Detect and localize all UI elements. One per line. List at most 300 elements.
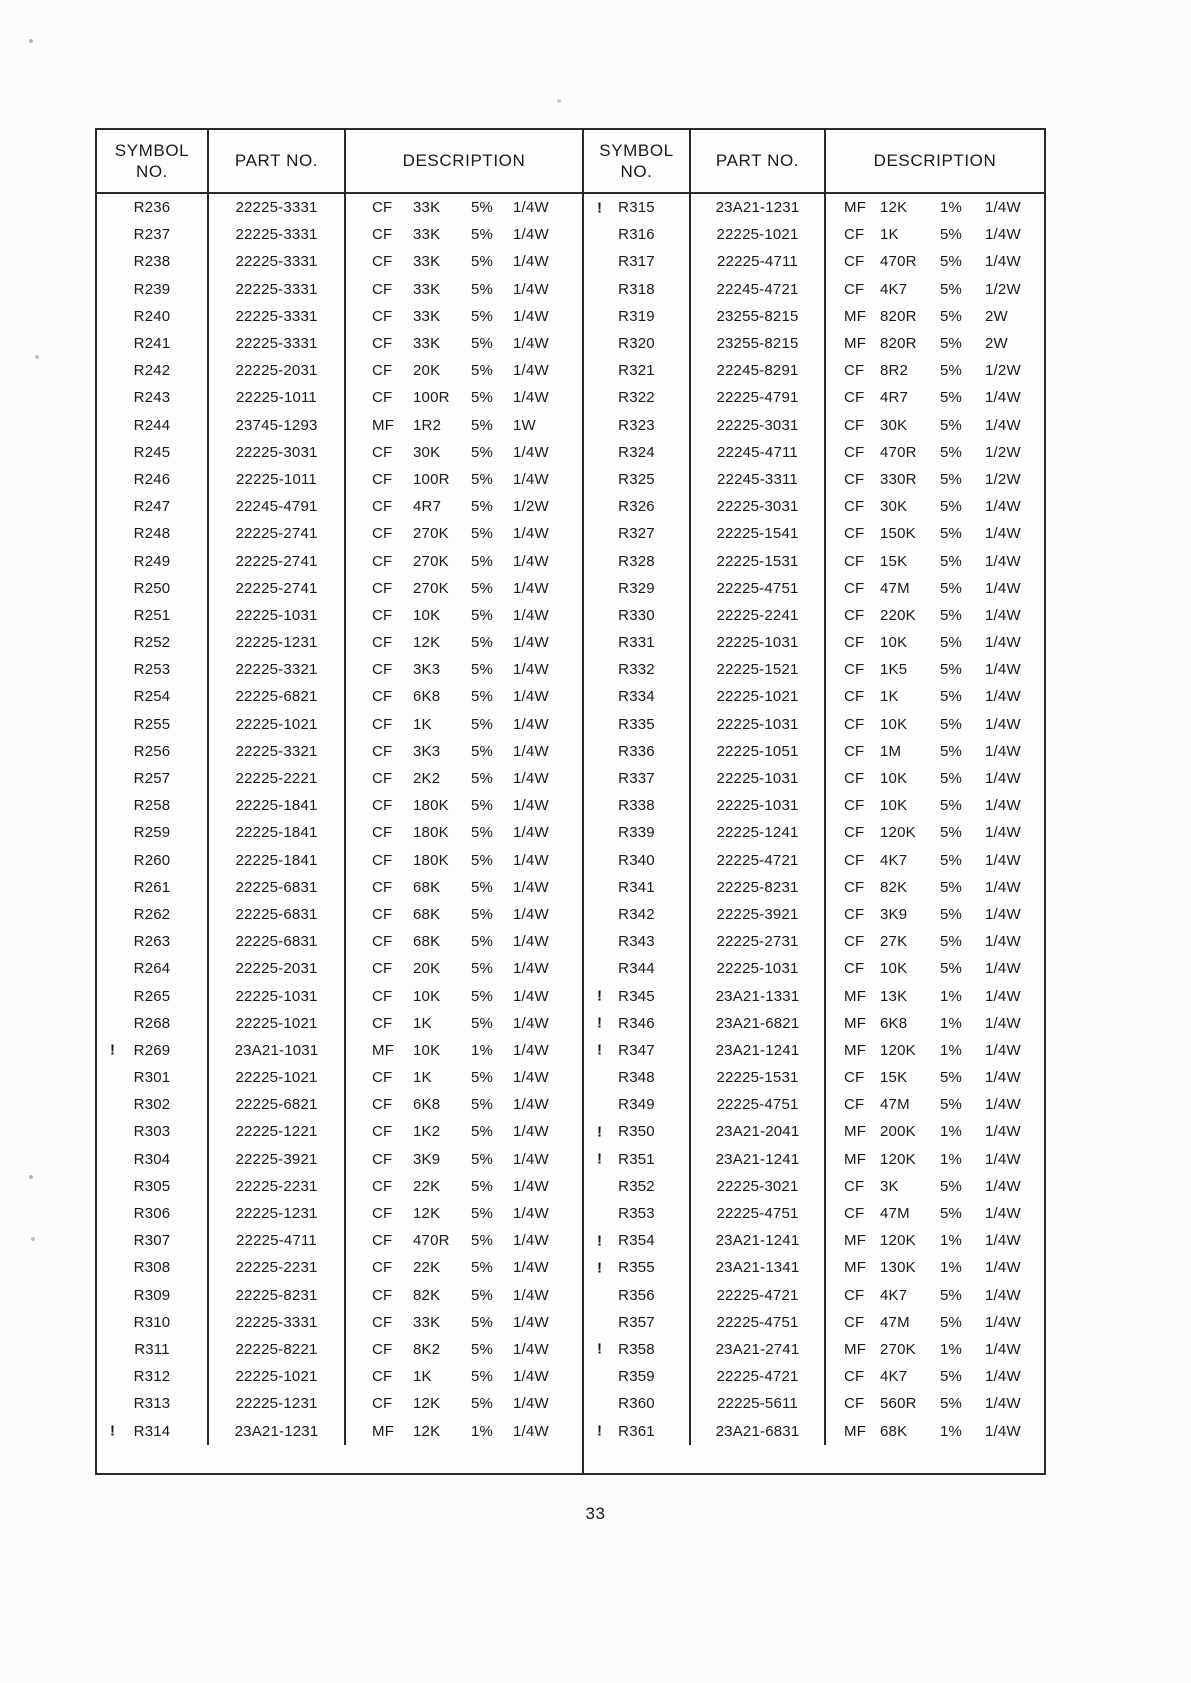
symbol-cell <box>584 1200 691 1227</box>
desc-value: 1K <box>880 688 899 706</box>
symbol-cell <box>97 1282 209 1309</box>
desc-wattage: 1/4W <box>513 1395 549 1413</box>
desc-tolerance: 5% <box>940 715 963 733</box>
desc-tolerance: 5% <box>471 1177 494 1195</box>
desc-type: CF <box>844 1096 865 1114</box>
desc-tolerance: 5% <box>940 552 963 570</box>
desc-type: CF <box>372 878 393 896</box>
part-no: 22225-1541 <box>691 520 826 547</box>
symbol-no: R313 <box>133 1395 171 1413</box>
desc-wattage: 1/4W <box>985 905 1021 923</box>
part-no: 22225-4711 <box>691 248 826 275</box>
desc-type: CF <box>372 579 393 597</box>
symbol-no: R265 <box>133 987 171 1005</box>
part-no: 22225-6821 <box>209 1091 346 1118</box>
symbol-no: R345 <box>618 987 655 1005</box>
desc-tolerance: 5% <box>471 905 494 923</box>
symbol-cell <box>97 765 209 792</box>
desc-wattage: 1/4W <box>513 1368 549 1386</box>
part-no: 22225-3031 <box>691 493 826 520</box>
symbol-no: R309 <box>133 1286 171 1304</box>
symbol-cell <box>97 955 209 982</box>
table-row <box>584 901 1044 928</box>
symbol-cell <box>584 1173 691 1200</box>
part-no: 22225-4751 <box>691 1309 826 1336</box>
table-row <box>584 493 1044 520</box>
desc-wattage: 1/4W <box>985 933 1021 951</box>
desc-value: 270K <box>413 552 449 570</box>
desc-tolerance: 5% <box>471 1313 494 1331</box>
symbol-cell <box>584 656 691 683</box>
desc-wattage: 1/4W <box>513 552 549 570</box>
desc-wattage: 1/4W <box>513 715 549 733</box>
part-no: 22225-1221 <box>209 1118 346 1145</box>
table-row <box>97 303 582 330</box>
part-no: 22225-4791 <box>691 384 826 411</box>
table-row <box>97 1390 582 1417</box>
part-no: 22225-4721 <box>691 1363 826 1390</box>
desc-wattage: 1/4W <box>513 307 549 325</box>
part-no: 22225-4751 <box>691 1091 826 1118</box>
table-row <box>584 629 1044 656</box>
symbol-no: R262 <box>133 905 171 923</box>
desc-tolerance: 5% <box>471 878 494 896</box>
symbol-no: R249 <box>133 552 171 570</box>
desc-value: 33K <box>413 226 441 244</box>
desc-type: MF <box>844 987 867 1005</box>
table-row <box>97 357 582 384</box>
table-row <box>97 928 582 955</box>
desc-wattage: 1/4W <box>985 1340 1021 1358</box>
flag-mark: ! <box>597 1150 603 1168</box>
part-no: 22225-1021 <box>691 683 826 710</box>
table-row <box>584 439 1044 466</box>
flag-mark: ! <box>597 1340 603 1358</box>
desc-wattage: 1/4W <box>513 1286 549 1304</box>
desc-wattage: 1/2W <box>985 443 1021 461</box>
symbol-no: R311 <box>134 1340 170 1358</box>
desc-wattage: 1/4W <box>513 525 549 543</box>
desc-type: CF <box>372 1150 393 1168</box>
symbol-cell <box>584 819 691 846</box>
symbol-no: R303 <box>133 1123 171 1141</box>
symbol-cell <box>97 656 209 683</box>
symbol-cell <box>584 1254 691 1281</box>
symbol-cell <box>584 357 691 384</box>
part-no: 23255-8215 <box>691 330 826 357</box>
symbol-cell <box>584 412 691 439</box>
desc-wattage: 1/4W <box>513 661 549 679</box>
symbol-cell <box>97 847 209 874</box>
symbol-cell <box>97 357 209 384</box>
desc-tolerance: 5% <box>940 878 963 896</box>
table-row <box>584 1417 1044 1444</box>
desc-value: 270K <box>880 1340 916 1358</box>
table-row <box>584 683 1044 710</box>
table-row <box>97 874 582 901</box>
symbol-no: R356 <box>618 1286 655 1304</box>
desc-wattage: 1/4W <box>985 1014 1021 1032</box>
desc-tolerance: 5% <box>471 1259 494 1277</box>
desc-wattage: 1/4W <box>513 797 549 815</box>
symbol-no: R347 <box>618 1041 655 1059</box>
desc-type: CF <box>844 1205 865 1223</box>
part-no: 22225-1021 <box>209 1064 346 1091</box>
table-right-half <box>584 194 1044 1473</box>
desc-tolerance: 5% <box>471 742 494 760</box>
symbol-no: R326 <box>618 498 655 516</box>
desc-tolerance: 5% <box>940 742 963 760</box>
part-no: 22225-3331 <box>209 248 346 275</box>
table-row <box>97 575 582 602</box>
desc-type: CF <box>844 851 865 869</box>
desc-tolerance: 5% <box>471 253 494 271</box>
part-no: 22225-3331 <box>209 276 346 303</box>
symbol-no: R335 <box>618 715 655 733</box>
desc-wattage: 1/4W <box>513 1232 549 1250</box>
part-no: 22225-3321 <box>209 656 346 683</box>
desc-wattage: 1/4W <box>985 688 1021 706</box>
desc-value: 20K <box>413 960 441 978</box>
desc-type: CF <box>372 1123 393 1141</box>
part-no: 23A21-1341 <box>691 1254 826 1281</box>
table-row <box>97 711 582 738</box>
table-row <box>97 1064 582 1091</box>
part-no: 23A21-2041 <box>691 1118 826 1145</box>
desc-tolerance: 5% <box>471 1150 494 1168</box>
symbol-cell <box>584 602 691 629</box>
desc-wattage: 1/4W <box>513 606 549 624</box>
desc-tolerance: 5% <box>471 307 494 325</box>
desc-type: CF <box>844 579 865 597</box>
table-row <box>584 928 1044 955</box>
desc-tolerance: 5% <box>940 661 963 679</box>
desc-wattage: 1/4W <box>513 470 549 488</box>
symbol-no: R348 <box>618 1069 655 1087</box>
table-row <box>97 439 582 466</box>
part-no: 22225-8231 <box>209 1282 346 1309</box>
desc-type: CF <box>844 362 865 380</box>
desc-wattage: 1/4W <box>513 1205 549 1223</box>
table-row <box>97 1254 582 1281</box>
desc-type: CF <box>372 498 393 516</box>
table-row <box>97 493 582 520</box>
desc-type: MF <box>844 1014 867 1032</box>
symbol-cell <box>97 466 209 493</box>
symbol-no: R245 <box>133 443 171 461</box>
symbol-cell <box>584 629 691 656</box>
symbol-no: R358 <box>618 1340 655 1358</box>
desc-value: 200K <box>880 1123 916 1141</box>
table-row <box>584 1010 1044 1037</box>
table-row <box>584 1064 1044 1091</box>
symbol-cell <box>97 1064 209 1091</box>
desc-type: CF <box>372 389 393 407</box>
symbol-no: R260 <box>133 851 171 869</box>
symbol-cell <box>97 248 209 275</box>
desc-value: 120K <box>880 1041 916 1059</box>
symbol-no: R236 <box>133 199 171 217</box>
desc-tolerance: 5% <box>940 1205 963 1223</box>
symbol-no: R314 <box>133 1422 171 1440</box>
desc-value: 1K <box>413 1368 432 1386</box>
part-no: 22225-3021 <box>691 1173 826 1200</box>
desc-type: CF <box>844 389 865 407</box>
part-no: 22245-4711 <box>691 439 826 466</box>
desc-tolerance: 5% <box>471 661 494 679</box>
part-no: 22225-1031 <box>691 765 826 792</box>
desc-type: CF <box>372 661 393 679</box>
desc-value: 270K <box>413 579 449 597</box>
desc-type: CF <box>372 1259 393 1277</box>
part-no: 22225-1531 <box>691 547 826 574</box>
table-row <box>584 819 1044 846</box>
scan-artifacts <box>0 0 2 2</box>
desc-tolerance: 1% <box>940 1259 963 1277</box>
desc-type: MF <box>844 335 867 353</box>
part-no: 22225-1231 <box>209 1390 346 1417</box>
table-row <box>584 656 1044 683</box>
desc-wattage: 1/4W <box>513 335 549 353</box>
header-symbol-line2: NO. <box>135 162 169 181</box>
desc-wattage: 1/4W <box>985 824 1021 842</box>
table-header <box>97 130 1044 194</box>
desc-value: 150K <box>880 525 916 543</box>
symbol-no: R322 <box>618 389 655 407</box>
table-row <box>97 1146 582 1173</box>
desc-tolerance: 5% <box>471 470 494 488</box>
desc-tolerance: 5% <box>471 362 494 380</box>
symbol-no: R263 <box>133 933 171 951</box>
table-row <box>97 194 582 221</box>
desc-wattage: 1/4W <box>985 878 1021 896</box>
part-no: 22225-1031 <box>691 792 826 819</box>
table-row <box>584 874 1044 901</box>
desc-wattage: 1/4W <box>985 1069 1021 1087</box>
desc-type: CF <box>372 1232 393 1250</box>
symbol-cell <box>97 1227 209 1254</box>
symbol-no: R340 <box>618 851 655 869</box>
desc-value: 1K <box>413 1014 432 1032</box>
symbol-cell <box>584 276 691 303</box>
part-no: 22245-8291 <box>691 357 826 384</box>
desc-value: 100R <box>413 389 450 407</box>
symbol-cell <box>584 466 691 493</box>
desc-wattage: 1/4W <box>513 1014 549 1032</box>
part-no: 22225-4751 <box>691 575 826 602</box>
desc-wattage: 1/4W <box>985 1422 1021 1440</box>
table-row <box>584 412 1044 439</box>
desc-type: MF <box>844 1422 867 1440</box>
symbol-no: R256 <box>133 742 171 760</box>
parts-table <box>95 128 1046 1475</box>
symbol-cell <box>584 1390 691 1417</box>
desc-value: 10K <box>413 1041 441 1059</box>
desc-tolerance: 5% <box>471 1286 494 1304</box>
symbol-no: R357 <box>618 1313 655 1331</box>
symbol-no: R264 <box>133 960 171 978</box>
desc-type: CF <box>372 715 393 733</box>
desc-tolerance: 1% <box>940 1150 963 1168</box>
desc-wattage: 1/2W <box>513 498 549 516</box>
desc-value: 1K5 <box>880 661 908 679</box>
symbol-no: R312 <box>133 1368 171 1386</box>
symbol-cell <box>584 1309 691 1336</box>
symbol-no: R327 <box>618 525 655 543</box>
part-no: 22225-1031 <box>691 711 826 738</box>
desc-type: MF <box>844 1123 867 1141</box>
desc-value: 68K <box>413 878 441 896</box>
desc-type: CF <box>844 824 865 842</box>
desc-type: MF <box>844 1150 867 1168</box>
desc-value: 470R <box>880 253 917 271</box>
desc-type: CF <box>372 688 393 706</box>
part-no: 22225-2231 <box>209 1173 346 1200</box>
desc-value: 3K <box>880 1177 899 1195</box>
symbol-cell <box>97 1390 209 1417</box>
desc-tolerance: 1% <box>940 1232 963 1250</box>
flag-mark: ! <box>110 1041 116 1059</box>
desc-value: 1K <box>413 1069 432 1087</box>
desc-type: CF <box>844 933 865 951</box>
symbol-cell <box>97 493 209 520</box>
desc-tolerance: 5% <box>940 335 963 353</box>
symbol-no: R355 <box>618 1259 655 1277</box>
symbol-no: R261 <box>133 878 171 896</box>
desc-tolerance: 5% <box>471 416 494 434</box>
desc-wattage: 1/4W <box>985 715 1021 733</box>
desc-tolerance: 5% <box>940 688 963 706</box>
symbol-cell <box>584 221 691 248</box>
table-row <box>97 847 582 874</box>
table-row <box>584 1227 1044 1254</box>
symbol-cell <box>97 738 209 765</box>
symbol-no: R239 <box>133 280 171 298</box>
symbol-no: R243 <box>133 389 171 407</box>
desc-type: CF <box>844 498 865 516</box>
desc-type: CF <box>372 1177 393 1195</box>
part-no: 22225-1231 <box>209 629 346 656</box>
desc-value: 47M <box>880 1096 910 1114</box>
desc-value: 12K <box>413 1422 441 1440</box>
desc-tolerance: 5% <box>940 389 963 407</box>
desc-type: CF <box>844 742 865 760</box>
table-row <box>97 276 582 303</box>
desc-wattage: 1/4W <box>985 1286 1021 1304</box>
desc-value: 3K9 <box>880 905 908 923</box>
symbol-cell <box>584 248 691 275</box>
desc-value: 3K3 <box>413 661 441 679</box>
desc-wattage: 1/4W <box>513 960 549 978</box>
table-row <box>97 1363 582 1390</box>
desc-value: 820R <box>880 335 917 353</box>
desc-wattage: 1/4W <box>513 443 549 461</box>
desc-value: 470R <box>413 1232 450 1250</box>
symbol-no: R253 <box>133 661 171 679</box>
symbol-no: R248 <box>133 525 171 543</box>
desc-wattage: 1/4W <box>985 797 1021 815</box>
table-row <box>584 520 1044 547</box>
part-no: 22225-2741 <box>209 547 346 574</box>
table-row <box>97 1118 582 1145</box>
symbol-no: R302 <box>133 1096 171 1114</box>
desc-wattage: 1/4W <box>985 1205 1021 1223</box>
desc-type: CF <box>844 552 865 570</box>
part-no: 23A21-1231 <box>691 194 826 221</box>
desc-type: CF <box>372 933 393 951</box>
table-row <box>584 982 1044 1009</box>
desc-wattage: 1/4W <box>985 987 1021 1005</box>
part-no: 22225-6821 <box>209 683 346 710</box>
part-no: 22225-1021 <box>209 711 346 738</box>
symbol-no: R250 <box>133 579 171 597</box>
desc-wattage: 1/4W <box>513 1422 549 1440</box>
desc-value: 10K <box>880 715 908 733</box>
table-row <box>584 1146 1044 1173</box>
desc-value: 1R2 <box>413 416 442 434</box>
desc-value: 130K <box>880 1259 916 1277</box>
part-no: 23A21-1241 <box>691 1227 826 1254</box>
desc-wattage: 1/4W <box>513 878 549 896</box>
desc-wattage: 1/4W <box>513 226 549 244</box>
desc-wattage: 1/4W <box>985 1096 1021 1114</box>
desc-value: 33K <box>413 1313 441 1331</box>
symbol-cell <box>584 982 691 1009</box>
desc-tolerance: 5% <box>940 416 963 434</box>
symbol-cell <box>97 683 209 710</box>
desc-tolerance: 5% <box>940 1313 963 1331</box>
flag-mark: ! <box>597 987 603 1005</box>
desc-tolerance: 1% <box>940 1123 963 1141</box>
flag-mark: ! <box>597 1422 603 1440</box>
table-row <box>584 221 1044 248</box>
part-no: 22225-1531 <box>691 1064 826 1091</box>
desc-value: 22K <box>413 1259 441 1277</box>
table-row <box>97 901 582 928</box>
symbol-no: R325 <box>618 470 655 488</box>
desc-tolerance: 5% <box>940 851 963 869</box>
desc-value: 47M <box>880 1205 910 1223</box>
symbol-cell <box>97 629 209 656</box>
desc-tolerance: 5% <box>471 715 494 733</box>
desc-wattage: 2W <box>985 335 1008 353</box>
desc-wattage: 1/4W <box>985 606 1021 624</box>
part-no: 22225-3921 <box>209 1146 346 1173</box>
symbol-cell <box>584 1282 691 1309</box>
desc-wattage: 1/2W <box>985 280 1021 298</box>
symbol-no: R240 <box>133 307 171 325</box>
desc-tolerance: 5% <box>940 933 963 951</box>
table-row <box>584 330 1044 357</box>
table-row <box>97 520 582 547</box>
desc-type: CF <box>372 1069 393 1087</box>
table-row <box>97 248 582 275</box>
desc-wattage: 1/4W <box>985 552 1021 570</box>
symbol-no: R341 <box>618 878 655 896</box>
desc-value: 4K7 <box>880 1368 908 1386</box>
desc-type: CF <box>372 226 393 244</box>
symbol-cell <box>97 1037 209 1064</box>
desc-value: 8R2 <box>880 362 909 380</box>
table-row <box>584 1282 1044 1309</box>
desc-wattage: 1/4W <box>985 1177 1021 1195</box>
desc-wattage: 1/4W <box>985 1150 1021 1168</box>
symbol-cell <box>97 1363 209 1390</box>
desc-type: MF <box>372 1041 395 1059</box>
flag-mark: ! <box>597 199 603 217</box>
desc-value: 68K <box>880 1422 908 1440</box>
desc-value: 47M <box>880 1313 910 1331</box>
